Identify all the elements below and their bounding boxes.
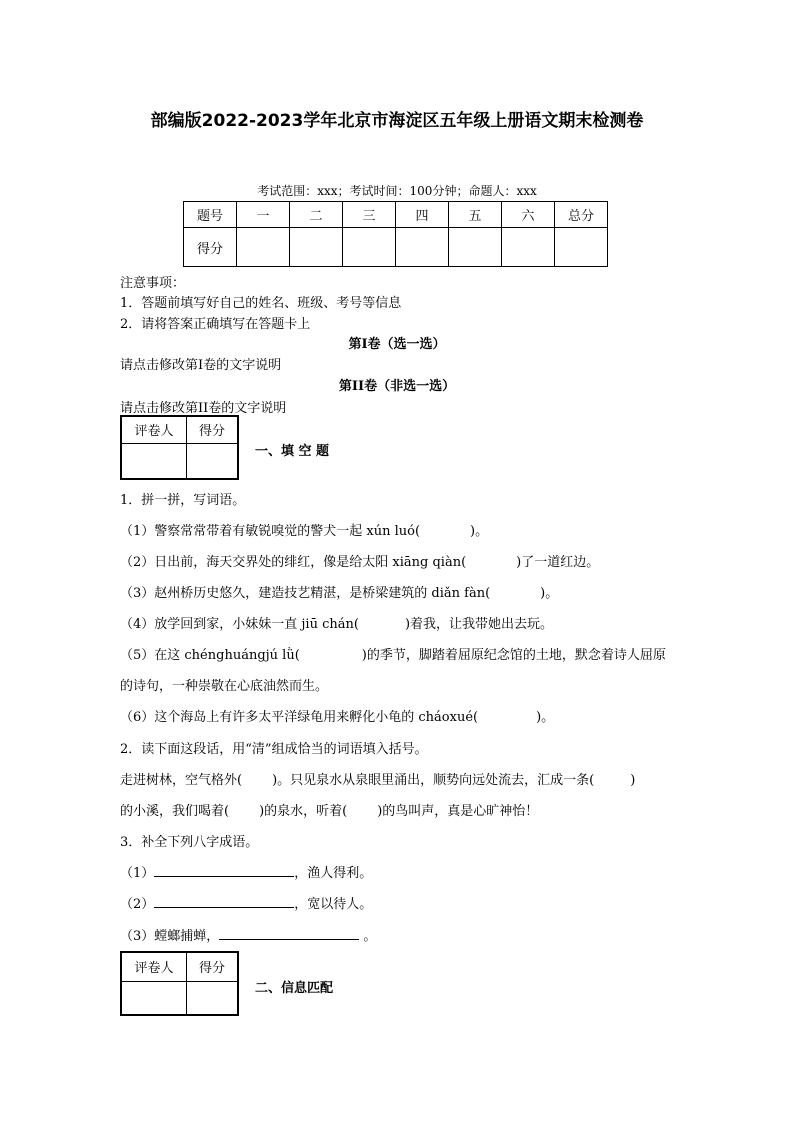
score-header-5: 五 — [449, 202, 502, 228]
grader-reviewer-cell[interactable] — [121, 981, 187, 1015]
question-2-stem: 2．读下面这段话，用“清”组成恰当的词语填入括号。 — [120, 742, 428, 757]
grader-table — [120, 415, 239, 480]
question-2-line-1: 走进树林，空气格外( )。只见泉水从泉眼里涌出，顺势向远处流去，汇成一条( ) — [120, 773, 636, 788]
part1-desc[interactable]: 请点击修改第I卷的文字说明 — [120, 358, 282, 373]
score-header-4: 四 — [396, 202, 449, 228]
part2-desc[interactable]: 请点击修改第II卷的文字说明 — [120, 401, 287, 416]
score-header-2: 二 — [290, 202, 343, 228]
question-3-item-3: （3）螳螂捕蝉， 。 — [120, 925, 376, 944]
grader-reviewer-label: 评卷人 — [121, 416, 187, 443]
note-item: 2．请将答案正确填写在答题卡上 — [120, 317, 311, 332]
answer-line[interactable] — [154, 894, 294, 908]
question-1-stem: 1．拼一拼，写词语。 — [120, 493, 246, 508]
score-header-label: 题号 — [184, 202, 237, 228]
question-2-line-2: 的小溪，我们喝着( )的泉水，听着( )的鸟叫声，真是心旷神怡！ — [120, 804, 539, 819]
grader-score-label: 得分 — [187, 416, 239, 443]
grader-score-cell[interactable] — [187, 981, 239, 1015]
score-cell[interactable] — [396, 228, 449, 267]
section2-title: 二、信息匹配 — [255, 981, 334, 996]
grader-table — [120, 951, 239, 1016]
score-row-label: 得分 — [184, 228, 237, 267]
question-1-item-4: （4）放学回到家，小妹妹一直 jiū chán( )着我，让我带她出去玩。 — [120, 617, 554, 632]
page-title: 部编版2022-2023学年北京市海淀区五年级上册语文期末检测卷 — [150, 111, 644, 131]
part2-title: 第II卷（非选一选） — [338, 379, 456, 394]
question-1-item-3: （3）赵州桥历史悠久，建造技艺精湛，是桥梁建筑的 diǎn fàn( )。 — [120, 586, 559, 601]
grader-reviewer-cell[interactable] — [121, 443, 187, 479]
score-cell[interactable] — [555, 228, 608, 267]
score-cell[interactable] — [502, 228, 555, 267]
score-cell[interactable] — [237, 228, 290, 267]
question-1-item-6: （6）这个海岛上有许多太平洋绿龟用来孵化小龟的 cháoxué( )。 — [120, 710, 555, 725]
question-1-item-1: （1）警察常常带着有敏锐嗅觉的警犬一起 xún luó( )。 — [120, 524, 489, 539]
score-header-1: 一 — [237, 202, 290, 228]
question-1-item-5: （5）在这 chénghuángjú lǜ( )的季节，脚踏着屈原纪念馆的土地，默念着诗人屈原 — [120, 648, 666, 663]
notes-heading: 注意事项： — [120, 276, 186, 291]
score-header-total: 总分 — [555, 202, 608, 228]
grader-reviewer-label: 评卷人 — [121, 952, 187, 981]
answer-line[interactable] — [154, 863, 294, 877]
exam-info: 考试范围：xxx；考试时间：100分钟；命题人：xxx — [257, 184, 537, 198]
question-3-item-1: （1） ，渔人得利。 — [120, 862, 372, 881]
score-cell[interactable] — [343, 228, 396, 267]
grader-score-cell[interactable] — [187, 443, 239, 479]
score-cell[interactable] — [449, 228, 502, 267]
score-table — [183, 201, 608, 267]
question-3-stem: 3．补全下列八字成语。 — [120, 835, 259, 850]
part1-title: 第I卷（选一选） — [348, 337, 446, 352]
question-1-item-5-cont: 的诗句，一种崇敬在心底油然而生。 — [120, 679, 329, 694]
score-header-6: 六 — [502, 202, 555, 228]
section1-title: 一、填 空 题 — [255, 444, 330, 459]
answer-line[interactable] — [219, 926, 359, 940]
question-1-item-2: （2）日出前，海天交界处的绯红，像是给太阳 xiāng qiàn( )了一道红边。 — [120, 555, 600, 570]
score-header-3: 三 — [343, 202, 396, 228]
question-3-item-2: （2） ，宽以待人。 — [120, 893, 372, 912]
note-item: 1．答题前填写好自己的姓名、班级、考号等信息 — [120, 296, 402, 311]
score-cell[interactable] — [290, 228, 343, 267]
grader-score-label: 得分 — [187, 952, 239, 981]
